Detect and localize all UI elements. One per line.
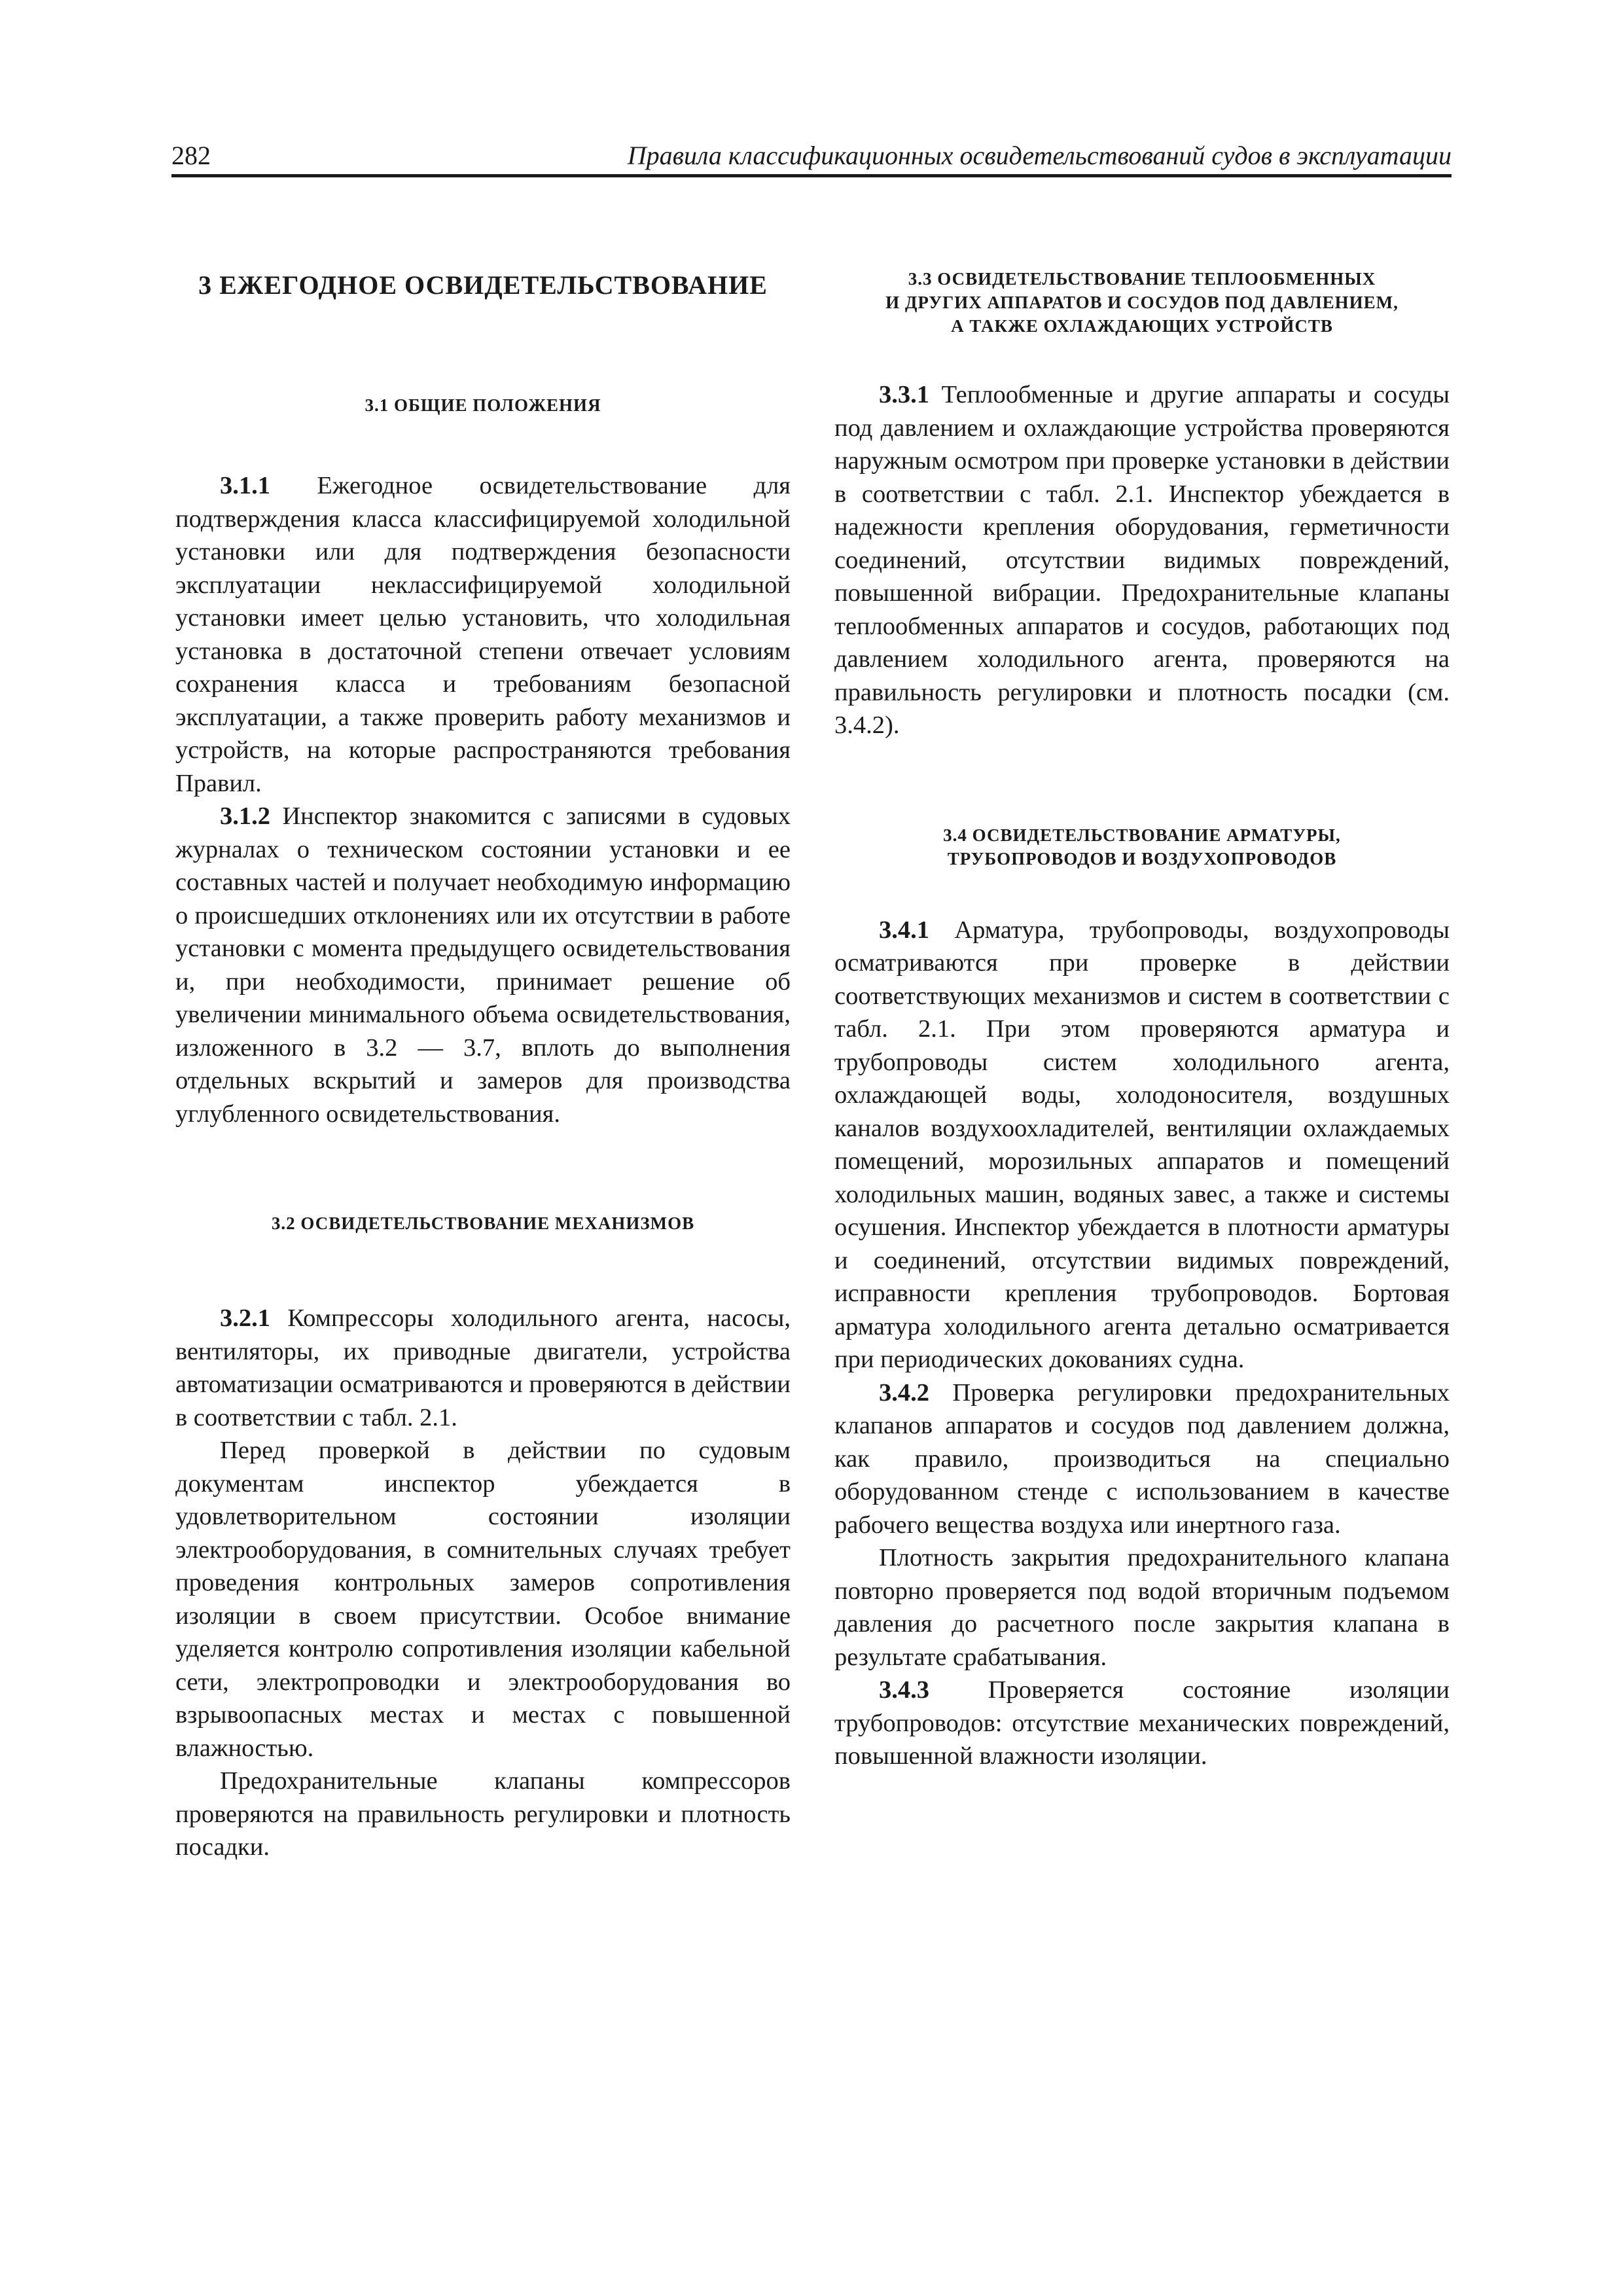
paragraph-3-3-1	[834, 378, 1450, 742]
paragraph-text: Инспектор знакомится с записями в судовых журналах о техническом состоянии установки и ее составных частей и получает необходимую информацию о происшедших отклонениях или их отсутствии в работе установки с момента предыдущего освидетельствования и, при необходимости, принимает решение об увеличении минимального объема освидетельствования, изложенного в 3.2 — 3.7, вплоть до выполнения отдельных вскрытий и замеров для производства углубленного освидетельствования.	[175, 802, 791, 1128]
section-3-2-title: 3.2 ОСВИДЕТЕЛЬСТВОВАНИЕ МЕХАНИЗМОВ	[271, 1213, 695, 1233]
running-title: Правила классификационных освидетельствований судов в эксплуатации	[627, 141, 1452, 170]
header-rule	[171, 174, 1452, 177]
paragraph-3-2-1-c: Предохранительные клапаны компрессоров проверяются на правильность регулировки и плотность посадки.	[175, 1767, 791, 1861]
paragraph-text: Проверка регулировки предохранительных клапанов аппаратов и сосудов под давлением должна, как правило, производиться на специально оборудованном стенде с использованием в качестве рабочего вещества воздуха или инертного газа.	[834, 1378, 1450, 1539]
paragraph-text: Арматура, трубопроводы, воздухопроводы осматриваются при проверке в действии соответствующих механизмов и систем в соответствии с табл. 2.1. При этом проверяются арматура и трубопроводы систем холодильного агента, охлаждающей воды, холодоносителя, воздушных каналов воздухоохладителей, вентиляции охлаждаемых помещений, морозильных аппаратов и помещений холодильных машин, водяных завес, а также и системы осушения. Инспектор убеждается в плотности арматуры и соединений, отсутствии видимых повреждений, исправности крепления трубопроводов. Бортовая арматура холодильного агента детально осматривается при периодических докованиях судна.	[834, 916, 1450, 1373]
page-number: 282	[171, 141, 211, 170]
paragraph-number: 3.4.3	[879, 1676, 929, 1704]
paragraph-3-2-1-b: Перед проверкой в действии по судовым документам инспектор убеждается в удовлетворительном состоянии изоляции электрооборудования, в сомнительных случаях требует проведения контрольных замеров сопротивления изоляции в своем присутствии. Особое внимание уделяется контролю сопротивления изоляции кабельной сети, электропроводки и электрооборудования во взрывоопасных местах и местах с повышенной влажностью.	[175, 1437, 791, 1762]
paragraph-number: 3.1.2	[220, 802, 270, 830]
right-column	[834, 196, 1450, 1773]
paragraph-3-4-3	[834, 1674, 1450, 1773]
paragraph-3-4-2	[834, 1376, 1450, 1542]
paragraph-text: Теплообменные и другие аппараты и сосуды под давлением и охлаждающие устройства проверяются наружным осмотром при проверке установки в действии в соответствии с табл. 2.1. Инспектор убеждается в надежности крепления оборудования, герметичности соединений, отсутствии видимых повреждений, повышенной вибрации. Предохранительные клапаны теплообменных аппаратов и сосудов, работающих под давлением холодильного агента, проверяются на правильность регулировки и плотность посадки (см. 3.4.2).	[834, 381, 1450, 739]
paragraph-text: Проверяется состояние изоляции трубопроводов: отсутствие механических повреждений, повышенной влажности изоляции.	[834, 1676, 1450, 1770]
paragraph-3-1-2	[175, 800, 791, 1130]
paragraph-3-4-2-b: Плотность закрытия предохранительного клапана повторно проверяется под водой вторичным подъемом давления до расчетного после закрытия клапана в результате срабатывания.	[834, 1544, 1450, 1671]
section-3-1-title: 3.1 ОБЩИЕ ПОЛОЖЕНИЯ	[365, 395, 601, 415]
paragraph-text: Ежегодное освидетельствование для подтверждения класса классифицируемой холодильной установки или для подтверждения безопасности эксплуатации неклассифицируемой холодильной установки имеет целью установить, что холодильная установка в достаточной степени отвечает условиям сохранения класса и требованиям безопасной эксплуатации, а также проверить работу механизмов и устройств, на которые распространяются требования Правил.	[175, 472, 791, 797]
left-column	[175, 196, 791, 1864]
section-3-4-title: 3.4 ОСВИДЕТЕЛЬСТВОВАНИЕ АРМАТУРЫ, ТРУБОПРОВОДОВ И ВОЗДУХОПРОВОДОВ	[943, 825, 1341, 869]
paragraph-number: 3.4.2	[879, 1378, 929, 1407]
paragraph-3-2-1	[175, 1302, 791, 1434]
paragraph-number: 3.2.1	[220, 1304, 270, 1332]
paragraph-number: 3.4.1	[879, 916, 929, 944]
section-3-3-title: 3.3 ОСВИДЕТЕЛЬСТВОВАНИЕ ТЕПЛООБМЕННЫХ И ДРУГИХ АППАРАТОВ И СОСУДОВ ПОД ДАВЛЕНИЕМ, А ТАКЖЕ ОХЛАЖДАЮЩИХ УСТРОЙСТВ	[885, 269, 1399, 336]
paragraph-number: 3.1.1	[220, 472, 270, 499]
paragraph-3-4-1	[834, 914, 1450, 1376]
paragraph-text: Компрессоры холодильного агента, насосы, вентиляторы, их приводные двигатели, устройства автоматизации осматриваются и проверяются в действии в соответствии с табл. 2.1.	[175, 1304, 791, 1431]
paragraph-number: 3.3.1	[879, 381, 929, 408]
chapter-title: 3 ЕЖЕГОДНОЕ ОСВИДЕТЕЛЬСТВОВАНИЕ	[198, 270, 768, 300]
paragraph-3-1-1	[175, 469, 791, 800]
